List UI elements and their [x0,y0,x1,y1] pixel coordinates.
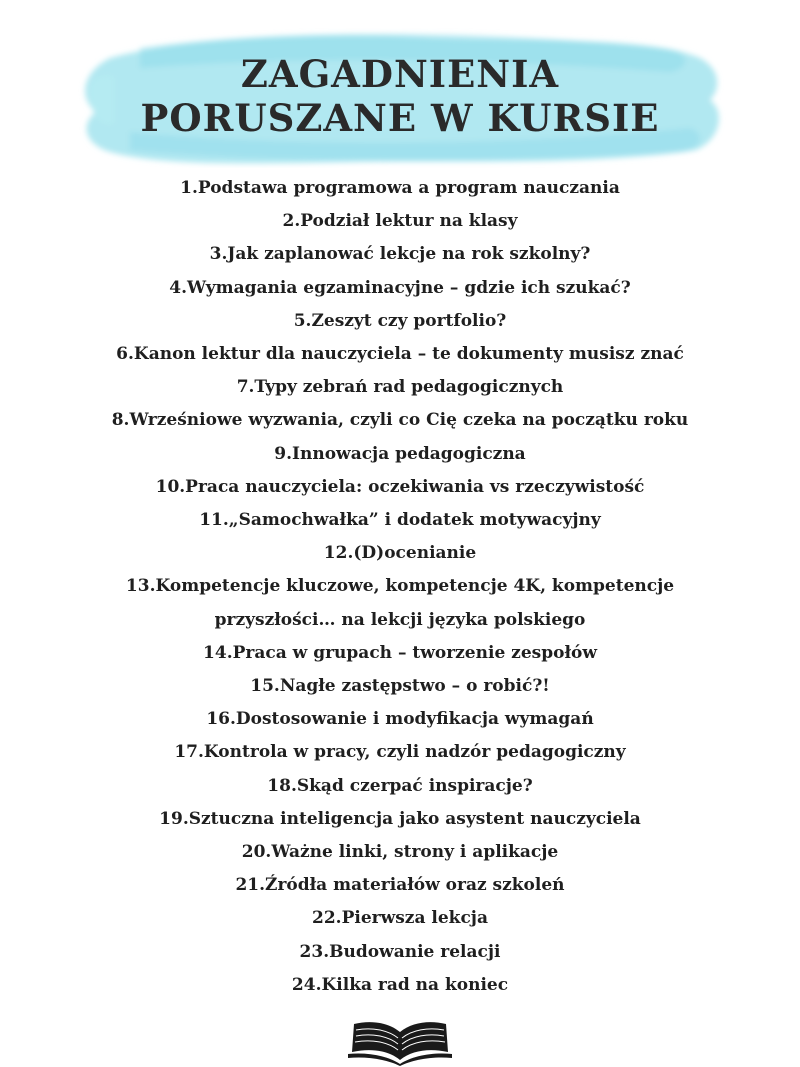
topic-item: 22.Pierwsza lekcja [312,908,488,929]
topic-item: 9.Innowacja pedagogiczna [274,443,526,464]
topic-item: 10.Praca nauczyciela: oczekiwania vs rzeczywistość [155,476,645,497]
topic-item: 8.Wrześniowe wyzwania, czyli co Cię czeka na początku roku [111,410,689,431]
topic-item: 16.Dostosowanie i modyfikacja wymagań [206,709,594,730]
open-book-icon [348,1018,452,1066]
topic-item: 6.Kanon lektur dla nauczyciela – te dokumenty musisz znać [116,344,684,365]
topic-item: 3.Jak zaplanować lekcje na rok szkolny? [209,244,591,265]
topic-item: 1.Podstawa programowa a program nauczania [180,178,620,198]
topic-item: 13.Kompetencje kluczowe, kompetencje 4K, kompetencje [125,576,675,597]
topic-item: 7.Typy zebrań rad pedagogicznych [236,377,564,398]
topic-item: 12.(D)ocenianie [323,543,477,564]
title-section [0,0,800,170]
title-line-2: PORUSZANE W KURSIE [140,96,660,140]
title-line-1: ZAGADNIENIA [240,52,560,96]
topic-item: 20.Ważne linki, strony i aplikacje [241,842,559,863]
topic-item-continuation: przyszłości… na lekcji języka polskiego [214,609,586,630]
topic-item: 5.Zeszyt czy portfolio? [293,310,507,331]
topic-item: 15.Nagłe zastępstwo – o robić?! [250,676,550,697]
topic-item: 18.Skąd czerpać inspiracje? [267,775,533,796]
topic-item: 21.Źródła materiałów oraz szkoleń [235,875,565,896]
topic-item: 17.Kontrola w pracy, czyli nadzór pedagogiczny [174,742,626,763]
topic-item: 24.Kilka rad na koniec [291,974,509,995]
page-title [0,52,800,140]
topic-item: 4.Wymagania egzaminacyjne – gdzie ich szukać? [169,277,631,298]
topic-item: 19.Sztuczna inteligencja jako asystent nauczyciela [159,808,641,829]
topic-item: 2.Podział lektur na klasy [282,211,518,232]
topic-item: 14.Praca w grupach – tworzenie zespołów [203,642,597,663]
topic-item: 11.„Samochwałka” i dodatek motywacyjny [199,510,601,531]
topics-list [0,172,800,1002]
topic-item: 23.Budowanie relacji [299,941,501,962]
